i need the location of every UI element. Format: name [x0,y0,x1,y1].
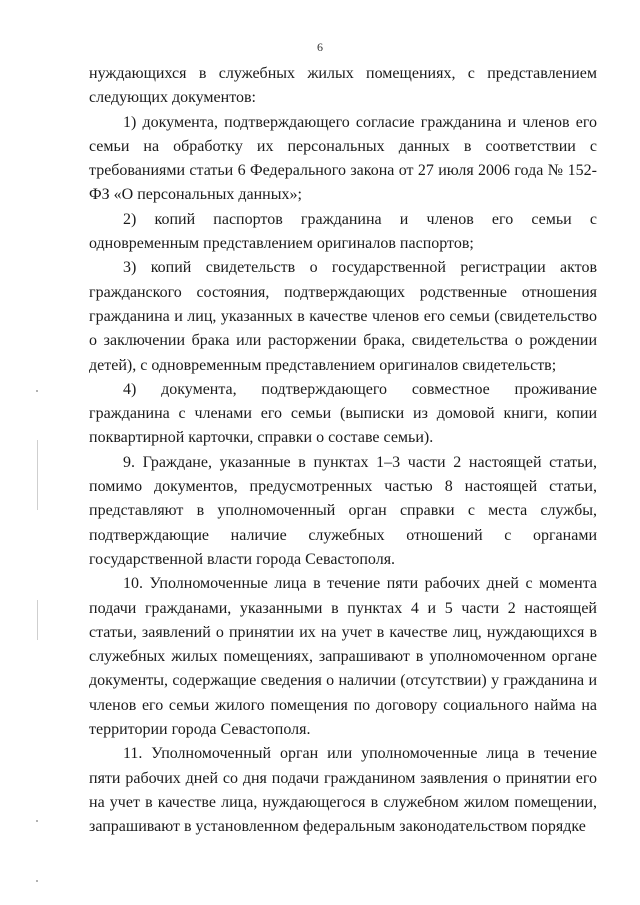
list-item-4: 4) документа, подтверждающего совместное проживание гражданина с членами его семьи (выписки из домовой книги, копии поквартирной карточки, справки о составе семьи). [89,380,597,447]
scan-artifact-dot [36,820,38,822]
scan-artifact-dot [36,390,38,392]
paragraph-point-10: 10. Уполномоченные лица в течение пяти рабочих дней с момента подачи гражданами, указанными в пунктах 4 и 5 части 2 настоящей статьи, заявлений о принятии их на учет в качестве лиц, нуждающихся в служебных жилых помещениях, запрашивают в уполномоченном органе документы, содержащие сведения о наличии (отсутствии) у гражданина и членов его семьи жилого помещения по договору социального найма на территории города Севастополя. [89,575,597,739]
list-item-2: 2) копий паспортов гражданина и членов его семьи с одновременным представлением оригиналов паспортов; [89,210,597,253]
paragraph-continuation: нуждающихся в служебных жилых помещениях, с представлением следующих документов: [89,65,597,107]
scan-artifact-line [37,440,38,510]
scan-artifact-line [37,600,38,640]
document-body [89,62,597,840]
page-number: 6 [317,40,323,54]
scan-artifact-dot [36,880,38,882]
paragraph-point-9: 9. Граждане, указанные в пунктах 1–3 части 2 настоящей статьи, помимо документов, предусмотренных частью 8 настоящей статьи, представляют в уполномоченный орган справки с места службы, подтверждающие наличие служебных отношений с органами государственной власти города Севастополя. [89,453,597,568]
list-item-3: 3) копий свидетельств о государственной регистрации актов гражданского состояния, подтверждающих родственные отношения гражданина и лиц, указанных в качестве членов его семьи (свидетельство о заключении брака или расторжении брака, свидетельства о рождении детей), с одновременным представлением оригиналов свидетельств; [89,259,597,374]
list-item-1: 1) документа, подтверждающего согласие гражданина и членов его семьи на обработку их персональных данных в соответствии с требованиями статьи 6 Федерального закона от 27 июля 2006 года № 152-ФЗ «О персональных данных»; [89,113,597,204]
paragraph-point-11: 11. Уполномоченный орган или уполномоченные лица в течение пяти рабочих дней со дня подачи гражданином заявления о принятии его на учет в качестве лица, нуждающегося в служебном жилом помещении, запрашивают в установленном федеральным законодательством порядке [89,745,597,836]
